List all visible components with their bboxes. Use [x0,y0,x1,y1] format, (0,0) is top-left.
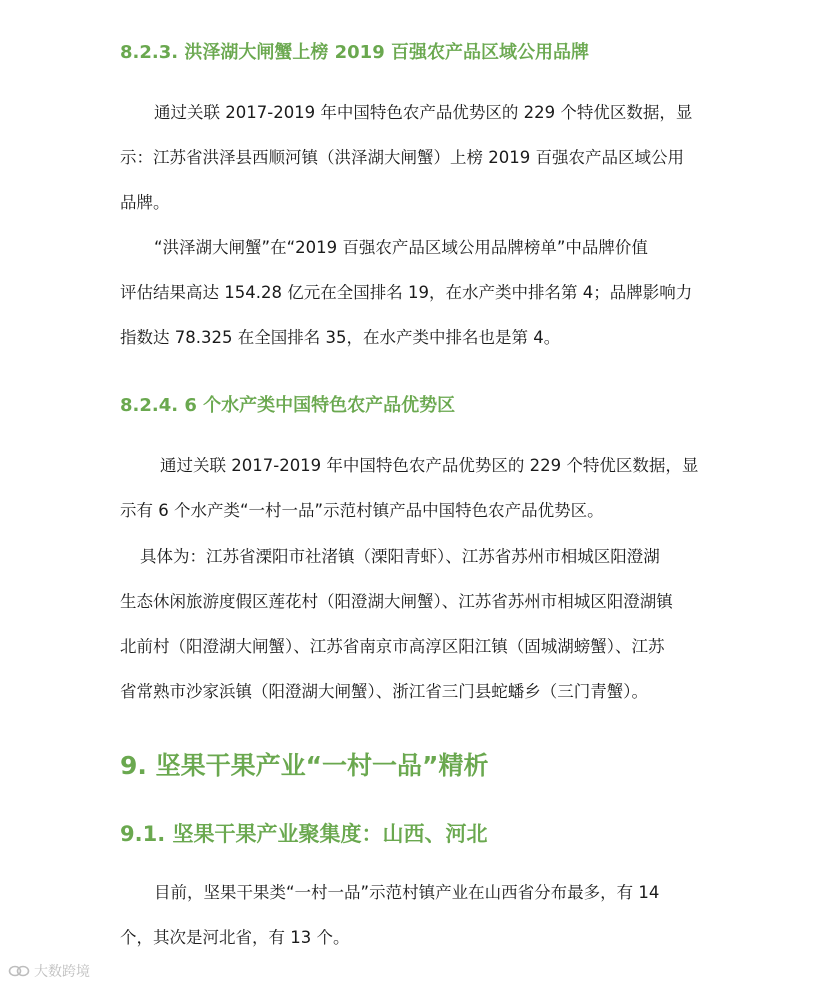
text-line: 省常熟市沙家浜镇（阳澄湖大闸蟹）、浙江省三门县蛇蟠乡（三门青蟹）。 [120,682,648,701]
paragraph-8-2-4-detail [120,545,700,725]
heading-9: 9. 坚果干果产业“一村一品”精析 [120,751,489,780]
paragraph-8-2-4-intro [120,454,700,544]
heading-8-2-4: 8.2.4. 6 个水产类中国特色农产品优势区 [120,395,456,416]
text-line: 品牌。 [120,193,170,212]
watermark-text: 大数跨境 [34,964,90,980]
text-line: “洪泽湖大闸蟹”在“2019 百强农产品区域公用品牌榜单”中品牌价值 [154,238,648,257]
paragraph-8-2-3-intro [120,101,700,236]
text-line: 生态休闲旅游度假区莲花村（阳澄湖大闸蟹）、江苏省苏州市相城区阳澄湖镇 [120,592,673,611]
paragraph-9-1 [120,881,700,971]
chain-logo-icon [8,964,30,978]
paragraph-8-2-3-value [120,236,700,371]
text-line: 示：江苏省洪泽县西顺河镇（洪泽湖大闸蟹）上榜 2019 百强农产品区域公用 [120,148,684,167]
text-line: 目前，坚果干果类“一村一品”示范村镇产业在山西省分布最多，有 14 [154,883,660,902]
text-line: 北前村（阳澄湖大闸蟹）、江苏省南京市高淳区阳江镇（固城湖螃蟹）、江苏 [120,637,665,656]
text-line: 指数达 78.325 在全国排名 35，在水产类中排名也是第 4。 [120,328,561,347]
text-line: 个，其次是河北省，有 13 个。 [120,928,350,947]
text-line: 评估结果高达 154.28 亿元在全国排名 19，在水产类中排名第 4；品牌影响力 [120,283,693,302]
heading-9-1: 9.1. 坚果干果产业聚集度：山西、河北 [120,822,488,846]
watermark [8,961,90,981]
text-line: 具体为：江苏省溧阳市社渚镇（溧阳青虾）、江苏省苏州市相城区阳澄湖 [140,547,660,566]
text-line: 通过关联 2017-2019 年中国特色农产品优势区的 229 个特优区数据，显 [160,456,699,475]
text-line: 通过关联 2017-2019 年中国特色农产品优势区的 229 个特优区数据，显 [154,103,693,122]
text-line: 示有 6 个水产类“一村一品”示范村镇产品中国特色农产品优势区。 [120,501,604,520]
heading-8-2-3: 8.2.3. 洪泽湖大闸蟹上榜 2019 百强农产品区域公用品牌 [120,42,589,63]
